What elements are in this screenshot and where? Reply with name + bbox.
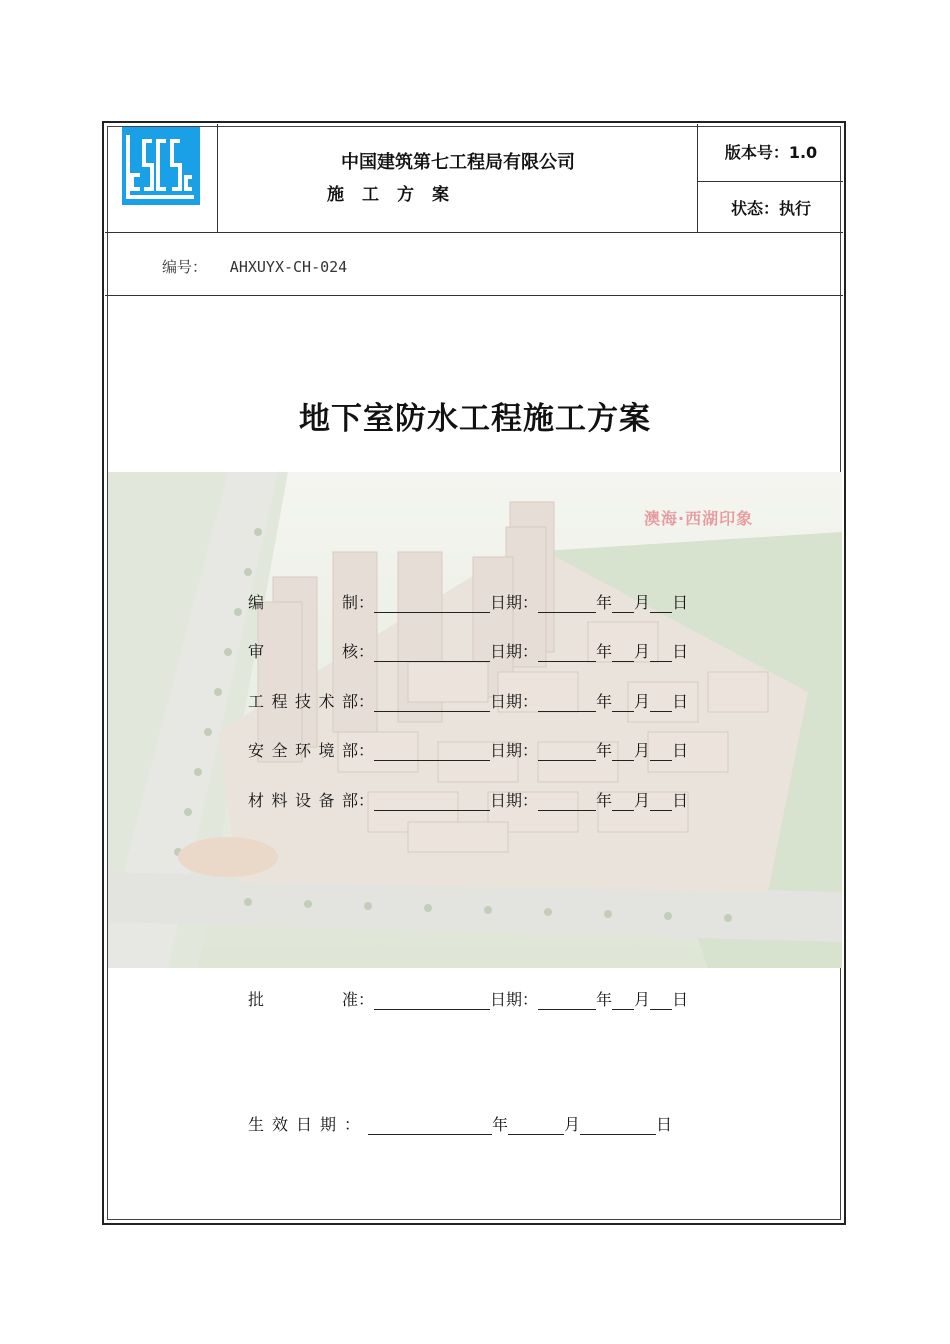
signature-blank[interactable] (374, 693, 490, 712)
day-blank[interactable] (650, 792, 672, 811)
day-blank[interactable] (650, 742, 672, 761)
month-label: 月 (634, 642, 651, 661)
day-blank[interactable] (650, 693, 672, 712)
code-row-bottom-rule (105, 295, 843, 296)
colon: ： (358, 990, 375, 1009)
month-blank[interactable] (612, 643, 634, 662)
day-blank[interactable] (650, 643, 672, 662)
year-label: 年 (596, 642, 613, 661)
cscec-logo-icon (122, 127, 200, 205)
sign-label: 工程技术部 (248, 692, 358, 711)
month-blank[interactable] (612, 792, 634, 811)
document-title: 地下室防水工程施工方案 (299, 401, 651, 437)
effective-day-blank[interactable] (580, 1116, 656, 1135)
document-type: 施工方案 (327, 185, 467, 205)
signature-blank[interactable] (374, 643, 490, 662)
sign-row-safety (248, 738, 688, 762)
month-label: 月 (634, 692, 651, 711)
year-label: 年 (596, 692, 613, 711)
effective-date-label: 生效日期： (248, 1115, 369, 1134)
logo-divider (217, 124, 218, 233)
sign-row-compile (248, 590, 688, 614)
month-label: 月 (634, 741, 651, 760)
year-blank[interactable] (538, 991, 596, 1010)
effective-day-label: 日 (656, 1115, 673, 1134)
year-label: 年 (596, 593, 613, 612)
date-label: 日期： (490, 791, 539, 810)
effective-year-blank[interactable] (368, 1116, 492, 1135)
day-label: 日 (672, 791, 689, 810)
colon: ： (358, 741, 375, 760)
day-label: 日 (672, 642, 689, 661)
day-label: 日 (672, 741, 689, 760)
company-name: 中国建筑第七工程局有限公司 (341, 152, 575, 173)
month-blank[interactable] (612, 991, 634, 1010)
sign-label: 编制 (248, 593, 358, 612)
date-label: 日期： (490, 593, 539, 612)
year-label: 年 (596, 741, 613, 760)
year-label: 年 (596, 791, 613, 810)
day-blank[interactable] (650, 594, 672, 613)
day-label: 日 (672, 593, 689, 612)
effective-month-label: 月 (564, 1115, 581, 1134)
document-code-row (162, 256, 347, 277)
date-label: 日期： (490, 741, 539, 760)
code-label: 编号： (162, 258, 208, 276)
sign-label: 批准 (248, 990, 358, 1009)
year-blank[interactable] (538, 643, 596, 662)
sign-row-engineering (248, 689, 688, 713)
sign-label: 审核 (248, 642, 358, 661)
effective-date-row (248, 1112, 672, 1135)
month-blank[interactable] (612, 594, 634, 613)
month-label: 月 (634, 593, 651, 612)
sign-row-review (248, 639, 688, 663)
colon: ： (358, 692, 375, 711)
sign-label: 安全环境部 (248, 741, 358, 760)
year-blank[interactable] (538, 792, 596, 811)
month-label: 月 (634, 791, 651, 810)
signature-blank[interactable] (374, 742, 490, 761)
date-label: 日期： (490, 692, 539, 711)
signature-blank[interactable] (374, 991, 490, 1010)
effective-month-blank[interactable] (508, 1116, 564, 1135)
year-blank[interactable] (538, 594, 596, 613)
version-number: 版本号：1.0 (724, 143, 818, 162)
image-watermark: 澳海·西湖印象 (644, 509, 754, 528)
sign-row-materials (248, 788, 688, 812)
company-logo (122, 127, 200, 205)
header-bottom-rule (105, 232, 843, 233)
year-blank[interactable] (538, 693, 596, 712)
signature-blank[interactable] (374, 594, 490, 613)
date-label: 日期： (490, 642, 539, 661)
signature-blank[interactable] (374, 792, 490, 811)
aerial-rendering-image (108, 472, 842, 968)
document-status: 状态：执行 (730, 199, 811, 218)
colon: ： (358, 593, 375, 612)
colon: ： (358, 791, 375, 810)
day-blank[interactable] (650, 991, 672, 1010)
sign-row-approve (248, 987, 688, 1011)
effective-year-label: 年 (492, 1115, 509, 1134)
month-blank[interactable] (612, 742, 634, 761)
day-label: 日 (672, 990, 689, 1009)
code-value: AHXUYX-CH-024 (229, 258, 348, 276)
day-label: 日 (672, 692, 689, 711)
date-label: 日期： (490, 990, 539, 1009)
version-status-divider (697, 181, 843, 182)
colon: ： (358, 642, 375, 661)
year-label: 年 (596, 990, 613, 1009)
sign-label: 材料设备部 (248, 791, 358, 810)
month-label: 月 (634, 990, 651, 1009)
month-blank[interactable] (612, 693, 634, 712)
year-blank[interactable] (538, 742, 596, 761)
